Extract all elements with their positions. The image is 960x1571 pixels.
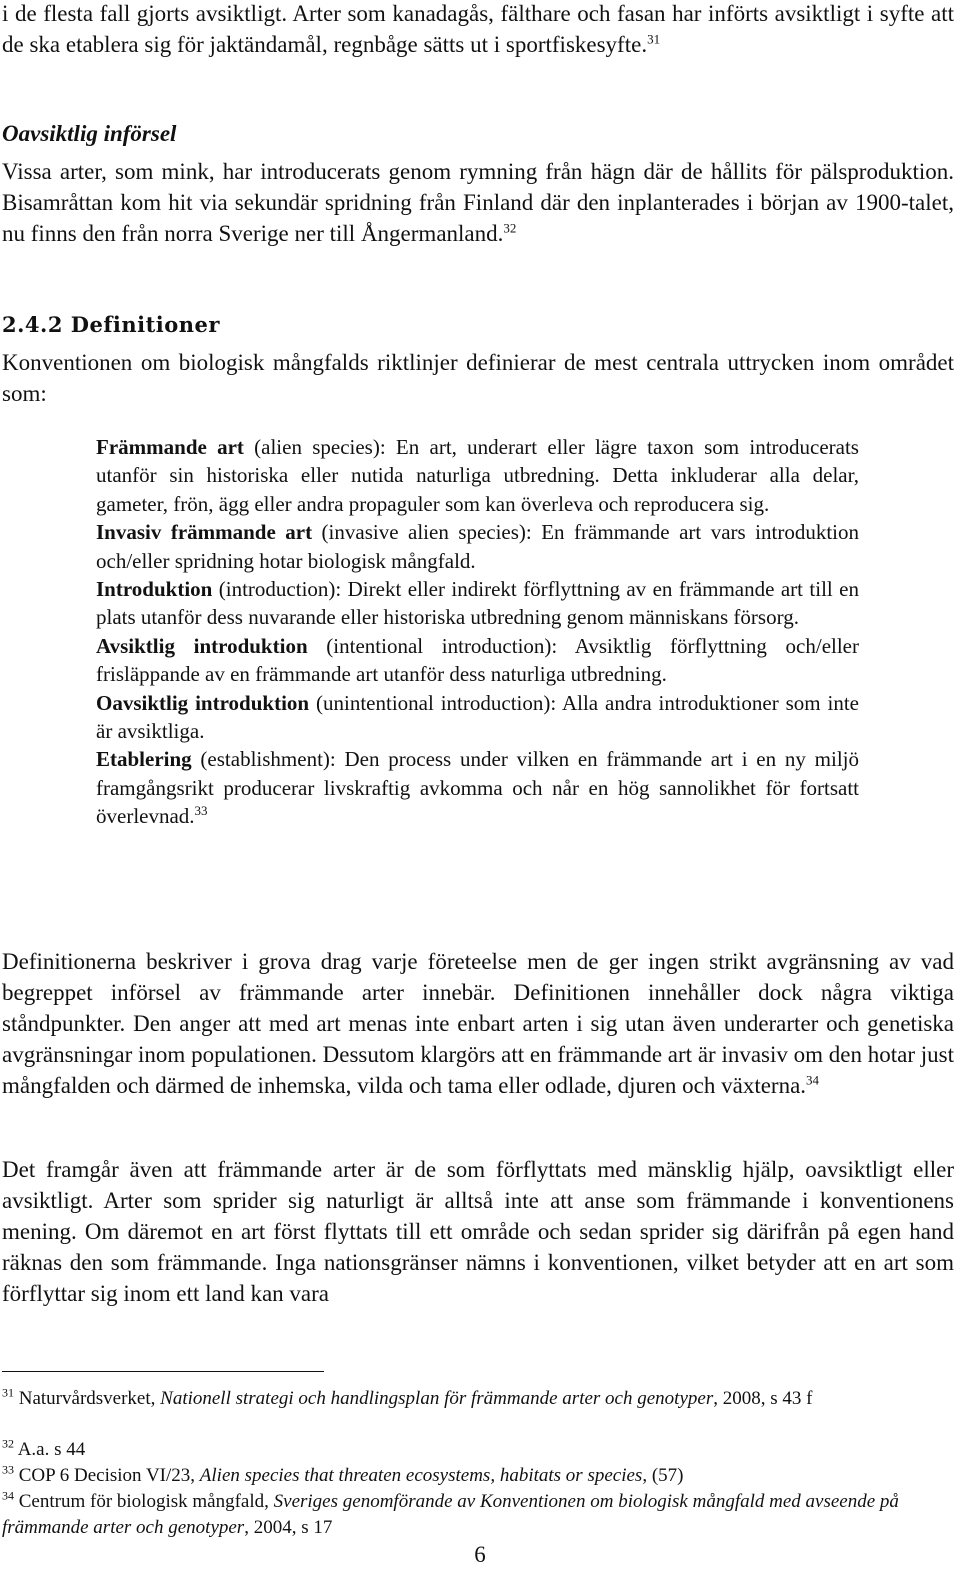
paragraph-text: Vissa arter, som mink, har introducerats genom rymning från hägn där de hållits för pälsproduktion. Bisamråttan kom hit via sekundär spridning från Finland där den inplanterades i början av 1900-talet, nu finns den från norra Sverige ner till Ångermanland. <box>2 159 954 246</box>
definition-item <box>96 745 859 830</box>
definition-item <box>96 518 859 575</box>
footnote-text: COP 6 Decision VI/23, <box>18 1465 200 1486</box>
definition-item <box>96 632 859 689</box>
footnote-number: 31 <box>2 1385 14 1400</box>
footnote-text: , 2004, s 17 <box>244 1516 333 1538</box>
footnote-32 <box>2 1437 954 1463</box>
definition-item <box>96 575 859 632</box>
definition-text: (invasive alien species): En främmande art vars introduktion och/eller spridning hotar biologisk mångfald. <box>96 520 859 573</box>
definition-term: Oavsiktlig introduktion <box>96 690 310 715</box>
paragraph-definitionerna <box>2 946 954 1101</box>
definition-item <box>96 433 859 518</box>
footnote-number: 34 <box>2 1488 14 1503</box>
definition-term: Introduktion <box>96 577 213 602</box>
page-number: 6 <box>474 1542 486 1567</box>
definition-text: (intentional introduction): Avsiktlig förflyttning och/eller frisläppande av en främmande art utanför dess naturliga utbredning. <box>96 633 859 687</box>
footnote-31 <box>2 1386 954 1412</box>
footnote-ref-32[interactable]: 32 <box>503 220 517 236</box>
footnote-ref-33[interactable]: 33 <box>194 803 208 819</box>
footnote-ref-34[interactable]: 34 <box>806 1072 820 1088</box>
footnote-text: Centrum för biologisk mångfald, <box>18 1491 274 1512</box>
definition-term: Främmande art <box>96 435 244 459</box>
definitions-block <box>96 433 859 831</box>
footnote-number: 32 <box>2 1436 14 1451</box>
footnote-number: 33 <box>2 1462 14 1477</box>
paragraph-text: i de flesta fall gjorts avsiktligt. Arter som kanadagås, fälthare och fasan har införts avsiktligt i syfte att de ska etablera sig för jaktändamål, regnbåge sätts ut i sportfiskesyfte. <box>2 1 954 57</box>
footnote-33 <box>2 1463 954 1489</box>
paragraph-definitions-intro: Konventionen om biologisk mångfalds riktlinjer definierar de mest centrala uttrycken inom området som: <box>2 350 954 406</box>
footnote-title: Sveriges genomförande av Konventionen om biologisk mångfald med avseende på främmande arter och genotyper <box>2 1491 899 1538</box>
definition-term: Invasiv främmande art <box>96 520 313 545</box>
definition-term: Etablering <box>96 747 192 772</box>
definition-text: (unintentional introduction): Alla andra introduktioner som inte är avsiktliga. <box>96 690 859 744</box>
definition-term: Avsiktlig introduktion <box>96 633 308 658</box>
paragraph-intro-continuation <box>2 0 954 60</box>
paragraph-framgar: Det framgår även att främmande arter är de som förflyttats med mänsklig hjälp, oavsiktligt eller avsiktligt. Arter som sprider sig naturligt är alltså inte att anse som främmande i konventionens mening. Om däremot en art först flyttats till ett område och sedan sprider sig därifrån på egen hand räknas den som främmande. Inga nationsgränser nämns i konventionen, vilket betyder att en art som förflyttar sig inom ett land kan vara <box>2 1157 954 1306</box>
definition-item <box>96 689 859 746</box>
footnote-34 <box>2 1489 954 1540</box>
definition-text: (alien species): En art, underart eller lägre taxon som introducerats utanför sin historiska eller nutida naturliga utbredning. Detta inkluderar alla delar, gameter, frön, ägg eller andra propaguler som kan överleva och reproducera sig. <box>96 435 859 516</box>
footnote-ref-31[interactable]: 31 <box>647 31 661 47</box>
footnote-text: , (57) <box>642 1465 684 1486</box>
footnote-text: A.a. s 44 <box>17 1439 86 1460</box>
footnote-text: , 2008, s 43 f <box>713 1388 813 1409</box>
subheading-oavsiktlig: Oavsiktlig införsel <box>2 121 177 146</box>
definition-text: (introduction): Direkt eller indirekt förflyttning av en främmande art till en plats utanför dess nuvarande eller historiska utbredning genom människans försorg. <box>96 577 859 630</box>
footnote-separator <box>2 1371 324 1372</box>
paragraph-text: Definitionerna beskriver i grova drag varje företeelse men de ger ingen strikt avgränsning av vad begreppet införsel av främmande arter innebär. Definitionen innehåller dock några viktiga ståndpunkter. Den anger att med art menas inte enbart arten i sig utan även underarter och genetiska avgränsningar inom populationen. Dessutom klargörs att en främmande art är invasiv om den hotar just mångfalden och därmed de inhemska, vilda och tama eller odlade, djuren och växterna. <box>2 949 954 1098</box>
section-heading: 2.4.2 Definitioner <box>2 312 220 337</box>
definition-text: (establishment): Den process under vilken en främmande art i en ny miljö framgångsrikt producerar livskraftig avkomma och når en hög sannolikhet för fortsatt överlevnad. <box>96 747 859 829</box>
footnote-text: Naturvårdsverket, <box>18 1388 161 1409</box>
paragraph-oavsiktlig <box>2 156 954 249</box>
footnote-title: Alien species that threaten ecosystems, habitats or species <box>199 1465 643 1486</box>
footnote-title: Nationell strategi och handlingsplan för främmande arter och genotyper <box>160 1388 714 1409</box>
